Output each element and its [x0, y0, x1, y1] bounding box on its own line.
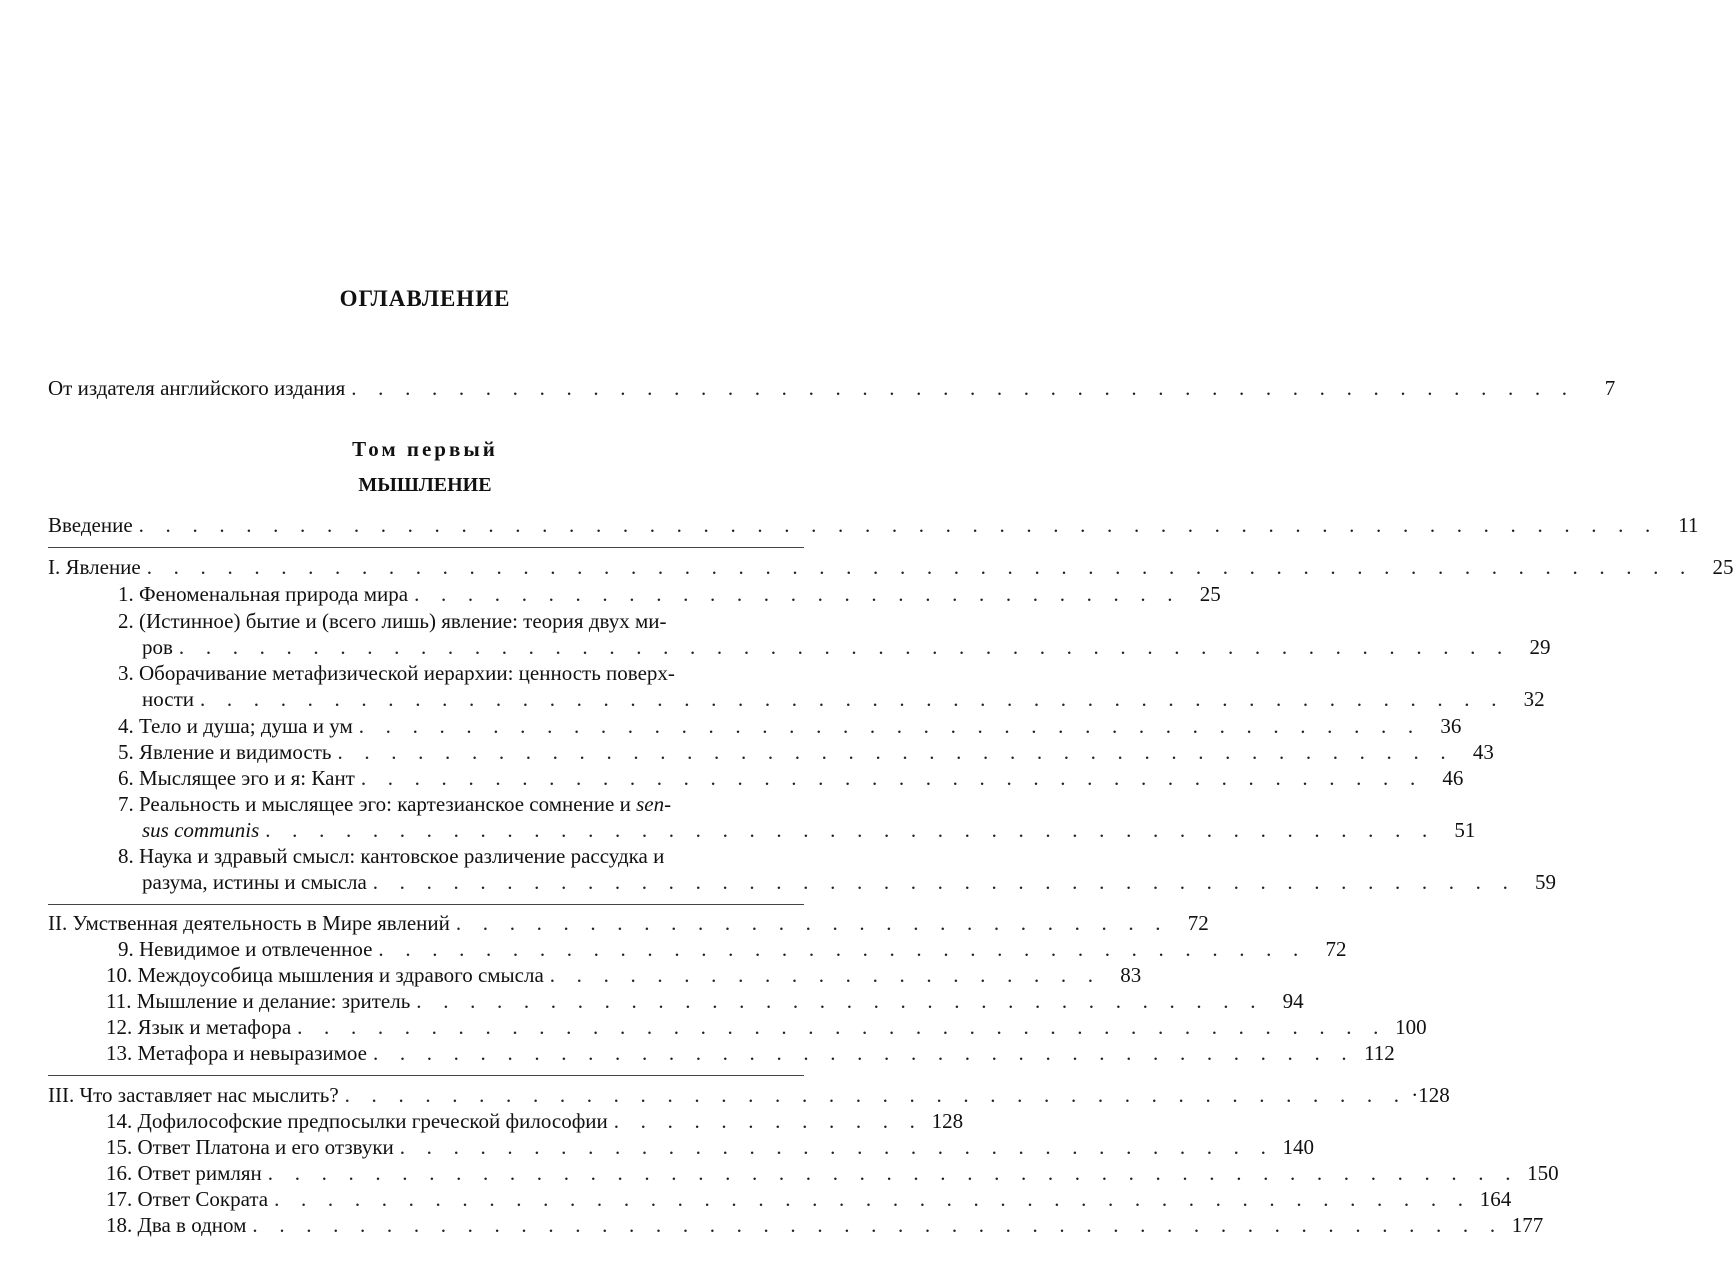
leader-dots: . . . . . . . . . . . . . . . . . . . . . . . . . . . . . . . . . . . . . . . . . . . . . . . [267, 1161, 1519, 1185]
toc-section-16[interactable] [106, 1159, 1559, 1187]
toc-section-13[interactable] [106, 1039, 1395, 1067]
section-label-continued: sus communis [142, 818, 260, 842]
toc-section-17[interactable] [106, 1185, 1512, 1213]
leader-dots: . . . . . . . . . . . . . . . . . . . . . . . . . . . . . . . . . [399, 1135, 1275, 1159]
page-number: 140 [1282, 1135, 1315, 1159]
toc-section-14[interactable] [106, 1107, 964, 1135]
section-label: 6. Мыслящее эго и я: Кант [118, 766, 355, 790]
page-number: 128 [931, 1109, 964, 1133]
toc-section-10[interactable] [106, 961, 1142, 989]
page-number: 83 [1120, 963, 1142, 987]
leader-dots: . . . . . . . . . . . . . . . . . . . . . . . . . . . . . . . . . . . . . . . . [358, 714, 1422, 738]
page-number: 46 [1442, 766, 1464, 790]
page-number: 150 [1527, 1161, 1559, 1185]
section-label: 1. Феноменальная природа мира [118, 582, 409, 606]
toc-section-15[interactable] [106, 1133, 1315, 1161]
chapter-label: III. Что заставляет нас мыслить? [48, 1083, 339, 1107]
section-label: 4. Тело и душа; душа и ум [118, 714, 353, 738]
leader-dots: . . . . . . . . . . . . . . . . . . . . . . . . . . . . . . . . . . . . . . . . . . . . . . . . . . . . . . . . . [138, 513, 1659, 537]
page-number: 7 [1604, 376, 1616, 400]
leader-dots: . . . . . . . . . . . . . . . . . . . . . . . . . . . . . . . . . . . . . . . . . . . . [265, 818, 1436, 842]
leader-dots: . . . . . . . . . . . . . . . . . . . . . . . . . . . . . . . . . . . . . . . . . . . [372, 870, 1517, 894]
section-label-text: 7. Реальность и мыслящее эго: картезианское сомнение и [118, 792, 637, 816]
toc-section-8-line2[interactable] [142, 868, 1557, 896]
volume-title: МЫШЛЕНИЕ [358, 474, 492, 496]
leader-dots: . . . . . . . . . . . . . . . . . . . . . . . . . . . . . . . . . . . . . . . . . . . . . [274, 1187, 1472, 1211]
page-number: 94 [1282, 989, 1304, 1013]
section-label: 10. Междоусобица мышления и здравого смысла [106, 963, 544, 987]
page-number: 36 [1440, 714, 1462, 738]
leader-dots: . . . . . . . . . . . . . . . . . . . . . . . . . . . . . . . . . . . . . . . . . . . . . . [351, 376, 1576, 400]
section-divider [48, 904, 804, 905]
toc-section-7-line2[interactable] [142, 816, 1476, 844]
leader-dots: . . . . . . . . . . . . [613, 1109, 924, 1133]
page-number: 72 [1325, 937, 1347, 961]
toc-section-12[interactable] [106, 1013, 1427, 1041]
toc-section-7-line1[interactable] [118, 790, 804, 818]
toc-section-6[interactable] [118, 764, 1464, 792]
page-number: 43 [1472, 740, 1494, 764]
toc-title: ОГЛАВЛЕНИЕ [339, 286, 511, 311]
page-number: 177 [1511, 1213, 1544, 1237]
section-label [118, 790, 804, 818]
toc-section-3-line1[interactable] [118, 659, 804, 687]
page-number: 72 [1187, 911, 1209, 935]
page-number: 100 [1395, 1015, 1427, 1039]
page-number: 32 [1523, 687, 1545, 711]
toc-section-4[interactable] [118, 712, 1462, 740]
toc-section-18[interactable] [106, 1211, 1544, 1239]
leader-dots: . . . . . . . . . . . . . . . . . . . . . . . . . . . . . . . . . . . [378, 937, 1307, 961]
section-label: 5. Явление и видимость [118, 740, 332, 764]
leader-dots: . . . . . . . . . . . . . . . . . . . . . . . . . . . . . . . . . . . . . . . . . . . . . . . . . . . . . . . . . . [146, 555, 1694, 579]
page-number: 59 [1535, 870, 1557, 894]
page-number: 25 [1712, 555, 1734, 579]
toc-section-2-line2[interactable] [142, 633, 1551, 661]
section-label: 14. Дофилософские предпосылки греческой философии [106, 1109, 608, 1133]
toc-section-11[interactable] [106, 987, 1304, 1015]
toc-section-3-line2[interactable] [142, 685, 1545, 713]
toc-section-2-line1[interactable] [118, 607, 804, 635]
leader-dots: . . . . . . . . . . . . . . . . . . . . . . . . . . . . . . . . . . . . . . . . . . . . . . . . . [200, 687, 1505, 711]
section-label: 17. Ответ Сократа [106, 1187, 269, 1211]
section-label: 15. Ответ Платона и его отзвуки [106, 1135, 394, 1159]
page-number: ·128 [1411, 1083, 1450, 1107]
leader-dots: . . . . . . . . . . . . . . . . . . . . . . . . . . . . . . . . . . . . . . . . . [297, 1015, 1387, 1039]
section-label-continued: ров [142, 635, 173, 659]
toc-chapter-2[interactable] [48, 909, 1209, 937]
page-number: 29 [1529, 635, 1551, 659]
section-label: 16. Ответ римлян [106, 1161, 262, 1185]
volume-label: Том первый [352, 437, 498, 461]
toc-section-1[interactable] [118, 580, 1221, 608]
section-label: 3. Оборачивание метафизической иерархии: ценность поверх- [118, 661, 675, 685]
toc-section-9[interactable] [118, 935, 1347, 963]
leader-dots: . . . . . . . . . . . . . . . . . . . . . . . . . . . . . . . . . . . . . [372, 1041, 1355, 1065]
section-label: 11. Мышление и делание: зритель [106, 989, 411, 1013]
toc-entry-intro[interactable] [48, 511, 1699, 539]
page-number: 25 [1199, 582, 1221, 606]
section-label: 9. Невидимое и отвлеченное [118, 937, 373, 961]
section-label: 13. Метафора и невыразимое [106, 1041, 367, 1065]
toc-chapter-3[interactable] [48, 1081, 1450, 1109]
page-number: 164 [1479, 1187, 1512, 1211]
entry-label: Введение [48, 513, 133, 537]
toc-section-8-line1[interactable] [118, 842, 804, 870]
toc-chapter-1[interactable] [48, 553, 1734, 581]
page-number: 112 [1364, 1041, 1395, 1065]
leader-dots: . . . . . . . . . . . . . . . . . . . . . . . . . . . . . . . . [416, 989, 1264, 1013]
section-divider [48, 1075, 804, 1076]
toc-section-5[interactable] [118, 738, 1494, 766]
leader-dots: . . . . . . . . . . . . . . . . . . . . . [549, 963, 1102, 987]
leader-dots: . . . . . . . . . . . . . . . . . . . . . . . . . . . . . . . . . . . . . . . . . . . . . . . . . . [178, 635, 1511, 659]
section-label: 18. Два в одном [106, 1213, 247, 1237]
section-label: 8. Наука и здравый смысл: кантовское различение рассудка и [118, 844, 665, 868]
entry-label: От издателя английского издания [48, 376, 346, 400]
leader-dots: . . . . . . . . . . . . . . . . . . . . . . . . . . . . . . . . . . . . . . . . . . [337, 740, 1454, 764]
section-label-continued: разума, истины и смысла [142, 870, 367, 894]
section-label: 2. (Истинное) бытие и (всего лишь) явление: теория двух ми- [118, 609, 667, 633]
toc-entry-preface[interactable] [48, 374, 1616, 402]
leader-dots: . . . . . . . . . . . . . . . . . . . . . . . . . . . . . . . . . . . . . . . . . . . . . . . [252, 1213, 1504, 1237]
section-label-italic: sen- [636, 792, 672, 816]
section-divider [48, 547, 804, 548]
chapter-label: II. Умственная деятельность в Мире явлений [48, 911, 450, 935]
leader-dots: . . . . . . . . . . . . . . . . . . . . . . . . . . . . . [414, 582, 1181, 606]
page-number: 51 [1454, 818, 1476, 842]
section-label-continued: ности [142, 687, 194, 711]
section-label: 12. Язык и метафора [106, 1015, 292, 1039]
page-number: 11 [1678, 513, 1699, 537]
leader-dots: . . . . . . . . . . . . . . . . . . . . . . . . . . . . . . . . . . . . . . . . [360, 766, 1424, 790]
leader-dots: . . . . . . . . . . . . . . . . . . . . . . . . . . . [455, 911, 1169, 935]
leader-dots: . . . . . . . . . . . . . . . . . . . . . . . . . . . . . . . . . . . . . . . . [344, 1083, 1408, 1107]
chapter-label: I. Явление [48, 555, 141, 579]
